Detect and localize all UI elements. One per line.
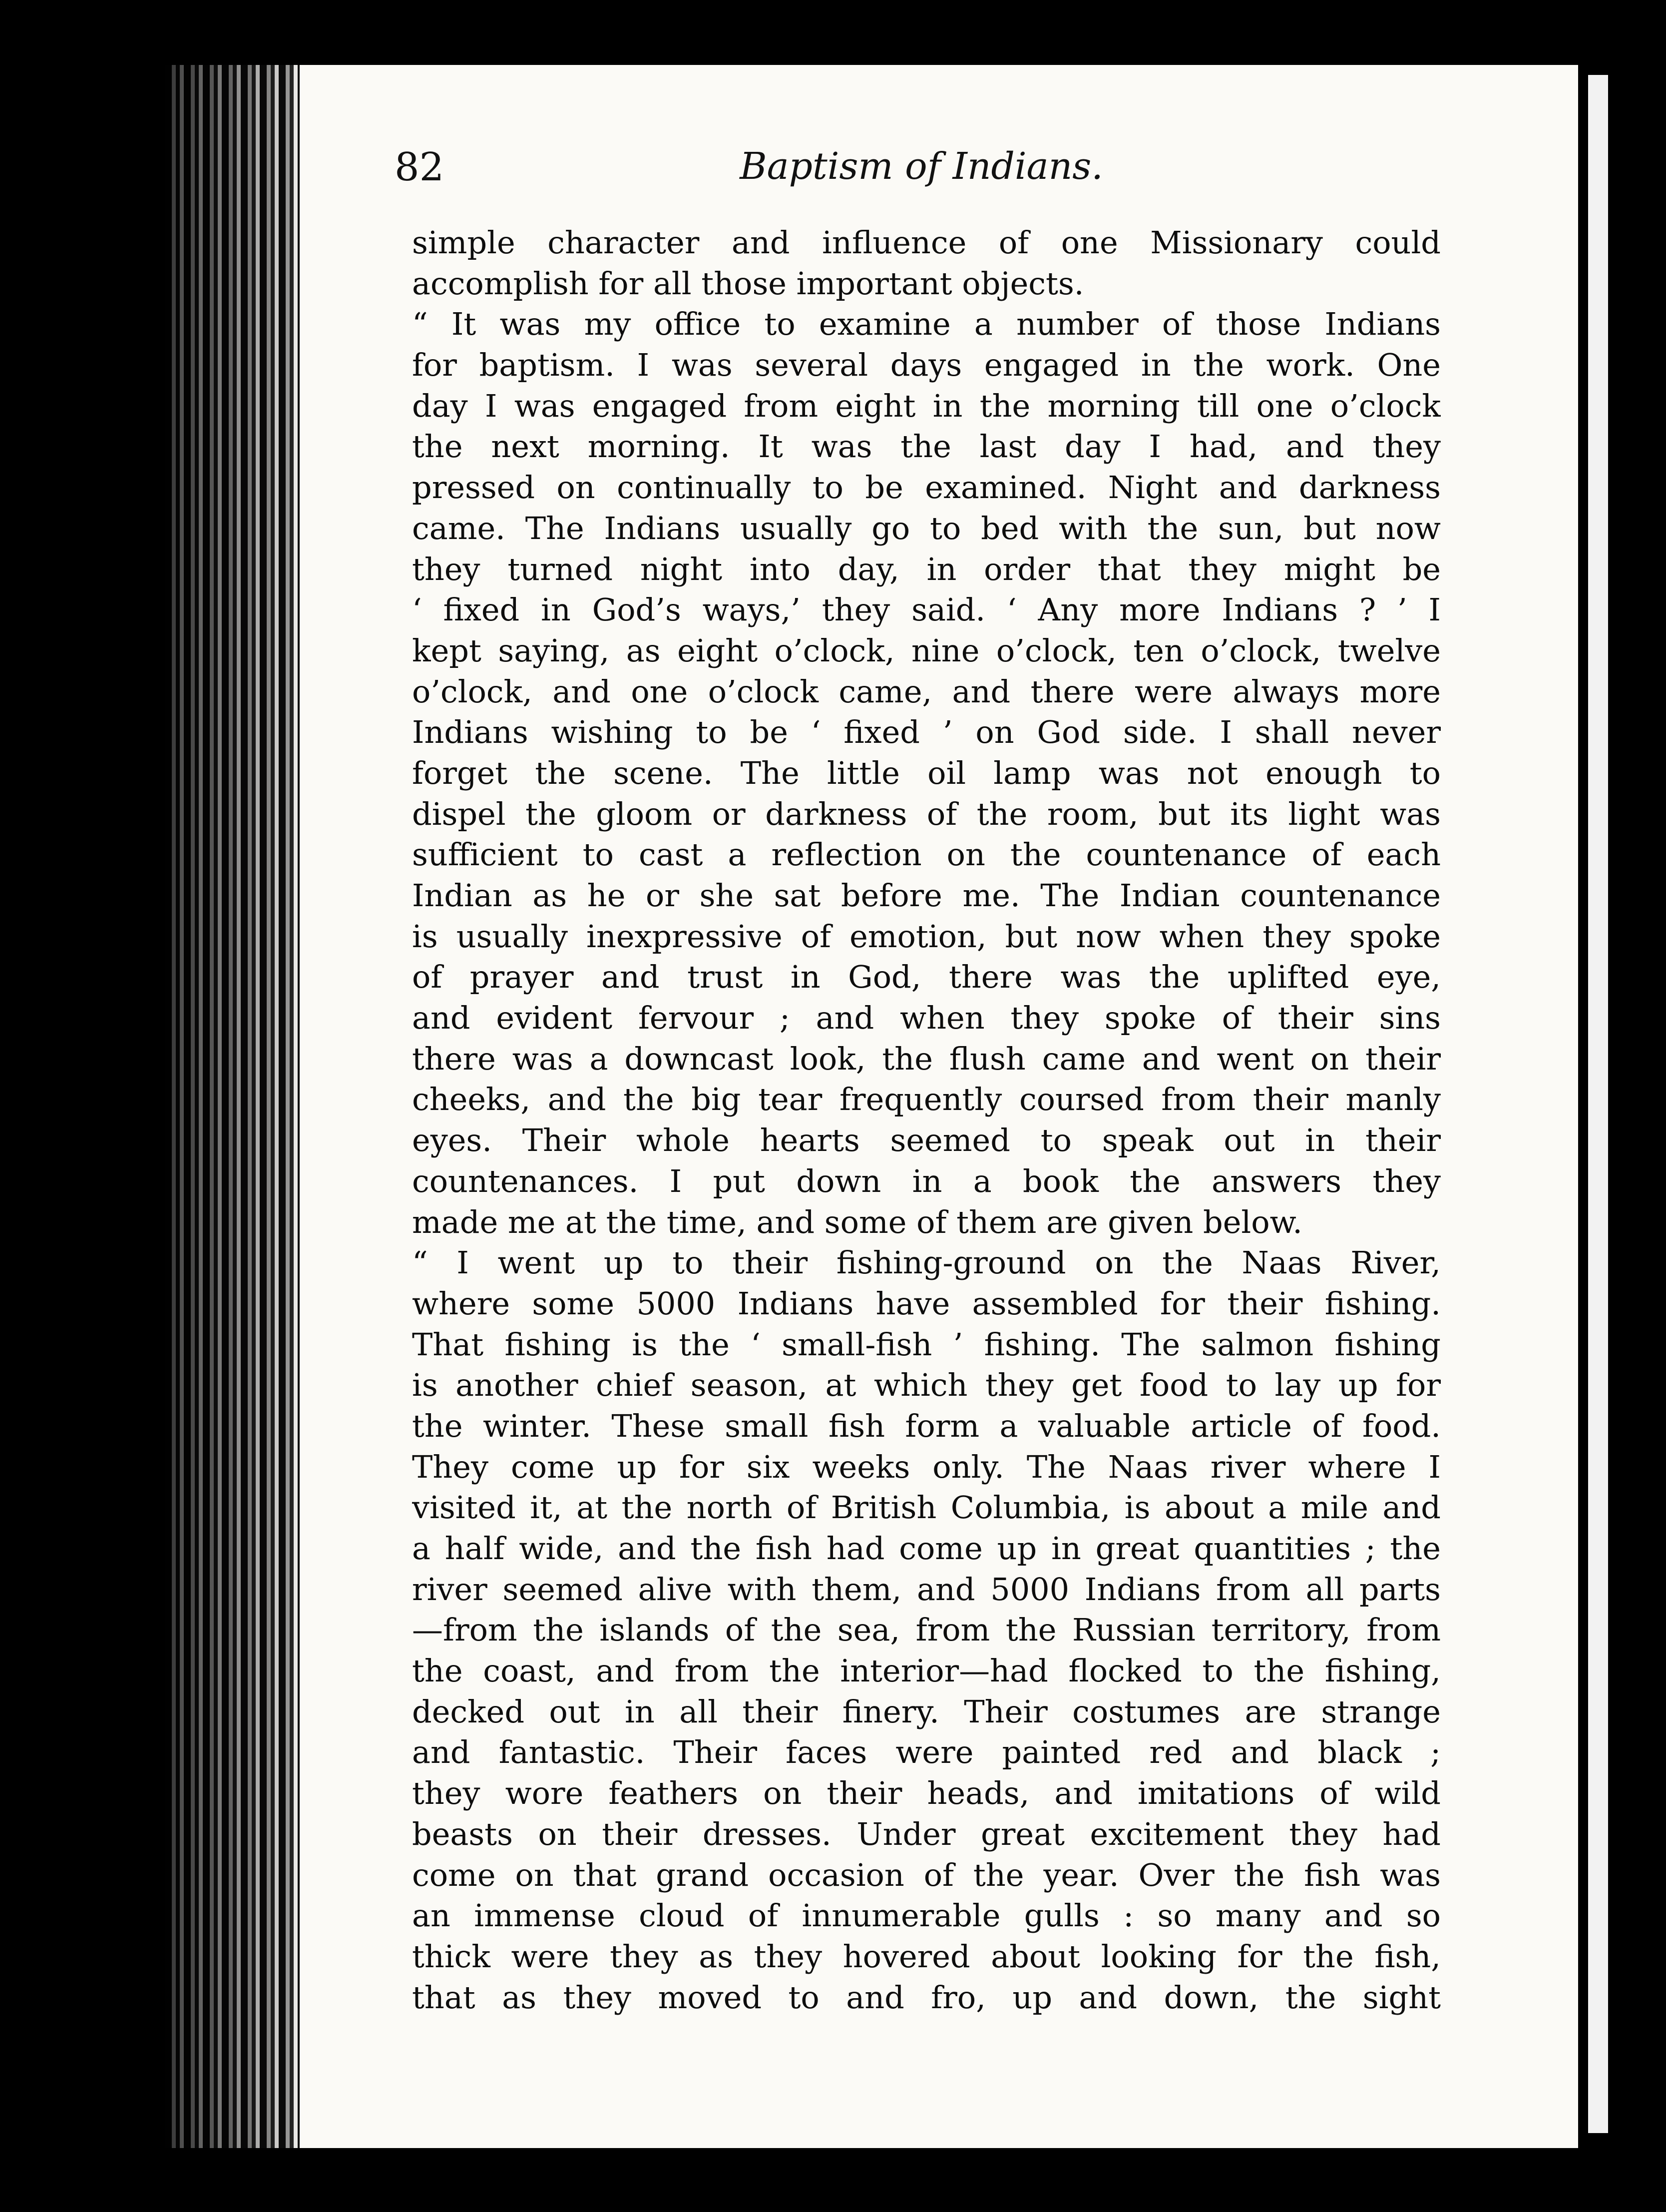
- body-text: [412, 222, 1441, 2018]
- text-line: eyes. Their whole hearts seemed to speak out in their: [412, 1122, 1441, 1159]
- text-line: they wore feathers on their heads, and imitations of wild: [412, 1775, 1441, 1812]
- text-line: cheeks, and the big tear frequently coursed from their manly: [412, 1081, 1441, 1118]
- text-line: ‘ fixed in God’s ways,’ they said. ‘ Any more Indians ? ’ I: [412, 591, 1441, 628]
- text-line: pressed on continually to be examined. Night and darkness: [412, 469, 1441, 506]
- text-line: simple character and influence of one Missionary could: [412, 224, 1441, 261]
- page-number: 82: [395, 145, 444, 190]
- text-line: beasts on their dresses. Under great excitement they had: [412, 1815, 1441, 1852]
- text-line: they turned night into day, in order that they might be: [412, 551, 1441, 587]
- text-line: “ It was my office to examine a number of those Indians: [412, 306, 1441, 343]
- text-line: dispel the gloom or darkness of the room, but its light was: [412, 795, 1441, 832]
- text-line: accomplish for all those important objects.: [412, 265, 1084, 302]
- text-line: the coast, and from the interior—had flocked to the fishing,: [412, 1653, 1441, 1689]
- text-line: is usually inexpressive of emotion, but now when they spoke: [412, 918, 1441, 955]
- text-line: the next morning. It was the last day I had, and they: [412, 428, 1441, 465]
- text-line: and fantastic. Their faces were painted red and black ;: [412, 1734, 1441, 1771]
- text-line: forget the scene. The little oil lamp was not enough to: [412, 754, 1441, 791]
- text-line: the winter. These small fish form a valuable article of food.: [412, 1407, 1441, 1444]
- running-title: Baptism of Indians.: [740, 145, 1103, 188]
- next-leaf-edge: [1588, 75, 1608, 2133]
- text-line: thick were they as they hovered about looking for the fish,: [412, 1938, 1441, 1975]
- text-line: o’clock, and one o’clock came, and there were always more: [412, 673, 1441, 710]
- text-line: —from the islands of the sea, from the Russian territory, from: [412, 1612, 1441, 1649]
- text-line: is another chief season, at which they get food to lay up for: [412, 1367, 1441, 1404]
- text-line: decked out in all their finery. Their costumes are strange: [412, 1693, 1441, 1730]
- text-line: there was a downcast look, the flush came and went on their: [412, 1040, 1441, 1077]
- text-line: They come up for six weeks only. The Naas river where I: [412, 1448, 1441, 1485]
- text-line: Indians wishing to be ‘ fixed ’ on God side. I shall never: [412, 714, 1441, 751]
- text-line: Indian as he or she sat before me. The Indian countenance: [412, 877, 1441, 914]
- text-line: a half wide, and the fish had come up in great quantities ; the: [412, 1530, 1441, 1567]
- text-line: where some 5000 Indians have assembled for their fishing.: [412, 1285, 1441, 1322]
- text-line: made me at the time, and some of them are given below.: [412, 1203, 1302, 1240]
- text-line: sufficient to cast a reflection on the countenance of each: [412, 836, 1441, 873]
- page-header: [395, 125, 1448, 200]
- text-line: that as they moved to and fro, up and down, the sight: [412, 1979, 1441, 2016]
- text-line: came. The Indians usually go to bed with the sun, but now: [412, 510, 1441, 547]
- text-line: an immense cloud of innumerable gulls : so many and so: [412, 1897, 1441, 1934]
- text-line: and evident fervour ; and when they spoke of their sins: [412, 1000, 1441, 1037]
- text-line: That fishing is the ‘ small-fish ’ fishing. The salmon fishing: [412, 1326, 1441, 1363]
- text-line: “ I went up to their fishing-ground on the Naas River,: [412, 1244, 1441, 1281]
- binding-shadow: [165, 65, 300, 2148]
- text-line: come on that grand occasion of the year. Over the fish was: [412, 1856, 1441, 1893]
- text-line: of prayer and trust in God, there was the uplifted eye,: [412, 959, 1441, 996]
- text-line: for baptism. I was several days engaged in the work. One: [412, 347, 1441, 384]
- text-line: countenances. I put down in a book the answers they: [412, 1162, 1441, 1199]
- text-line: visited it, at the north of British Columbia, is about a mile and: [412, 1489, 1441, 1526]
- text-line: river seemed alive with them, and 5000 Indians from all parts: [412, 1571, 1441, 1608]
- text-line: kept saying, as eight o’clock, nine o’clock, ten o’clock, twelve: [412, 632, 1441, 669]
- text-line: day I was engaged from eight in the morning till one o’clock: [412, 387, 1441, 424]
